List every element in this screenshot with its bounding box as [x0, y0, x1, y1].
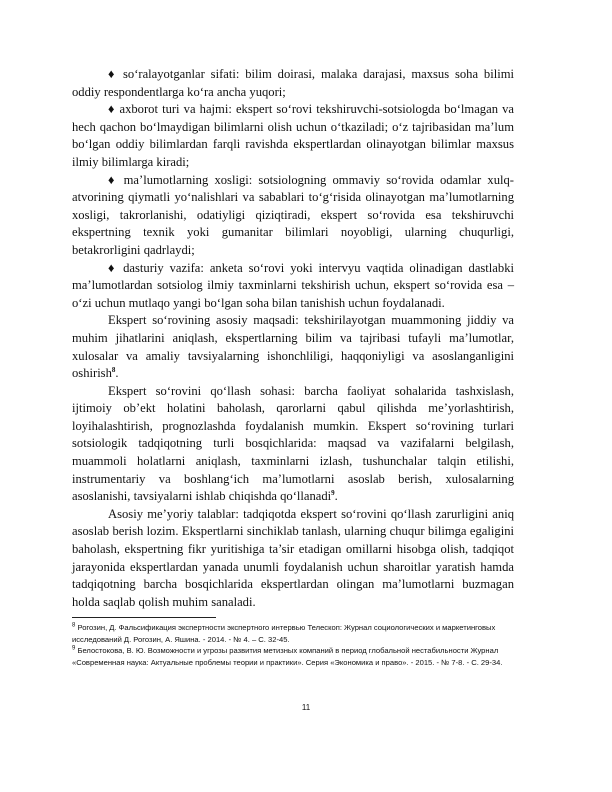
- footnote-ref-8: 8: [111, 365, 116, 374]
- footnote-8: [72, 622, 514, 645]
- footnote-8-number: 8: [72, 622, 76, 629]
- footnote-8-text: Рогозин, Д. Фальсификация экспертности экспертного интервью Телескоп: Журнал социологических и маркетинговых исследований Д. Рогозин, А. Яшина. - 2014. - № 4. – С. 32-45.: [72, 623, 496, 644]
- footnote-9: [72, 645, 514, 668]
- paragraph-5-text: Ekspert so‘rovining asosiy maqsadi: tekshirilayotgan muammoning jiddiy va muhim jihatlarini aniqlash, ekspertlarning bilim va tajribasi tufayli ma’lumotlar, xulosalar va amaliy tavsiyalarning ishonchliligi, haqqoniyligi va asoslanganligini oshirish: [72, 313, 514, 381]
- footnote-9-text: Белостокова, В. Ю. Возможности и угрозы развития метизных компаний в период глобальной нестабильности Журнал «Современная наука: Актуальные проблемы теории и практики». Серия «Экономика и право». - 2015. - № 7-8. - С. 29-34.: [72, 646, 503, 667]
- paragraph-5: [72, 312, 514, 382]
- page-body: [72, 66, 514, 668]
- footnote-9-number: 9: [72, 645, 76, 652]
- paragraph-2: ♦ axborot turi va hajmi: ekspert so‘rovi tekshiruvchi-sotsiologda bo‘lmagan va hech qachon bo‘lmaydigan bilimlarni olish uchun o‘tkaziladi; o‘z tajribasidan ma’lum bo‘lgan oddiy bilimlardan farqli ravishda ekspertlardan olinayotgan bilimlar maxsus ilmiy bilimlarga kiradi;: [72, 102, 514, 169]
- paragraph-1: ♦ so‘ralayotganlar sifati: bilim doirasi, malaka darajasi, maxsus soha bilimi oddiy respondentlarga ko‘ra ancha yuqori;: [72, 67, 514, 99]
- paragraph-6-text: Ekspert so‘rovini qo‘llash sohasi: barcha faoliyat sohalarida tashxislash, ijtimoiy ob’ekt holatini baholash, qarorlarni qabul qilishda me’yorlashtirish, loyihalashtirish, prognozlashda foydalanish mumkin. Ekspert so‘rovining turlari sotsiologik tadqiqotning turli bosqichlarida: maqsad va vazifalarni belgilash, muammoli holatlarni aniqlash, taxminlarni izlash, tushunchalar talqin etilishi, instrumentariy va boshlang‘ich ma’lumotlarni asoslab berish, xulosalarning asoslanishi, tavsiyalarni ishlab chiqishda qo‘llanadi: [72, 383, 514, 504]
- paragraph-6: [72, 383, 514, 506]
- paragraph-3: ♦ ma’lumotlarning xosligi: sotsiologning ommaviy so‘rovida odamlar xulq-atvorining qiymatli yo‘nalishlari va sabablari to‘g‘risida olinayotgan ma’lumotlarning xosligi, takrorlanishi, odatiyligi qiziqtiradi, ekspert so‘rovida esa tekshiruvchi ekspertning texnik yoki gumanitar bilimlari noyobligi, ularning chuqurligi, betakrorligini qadrlaydi;: [72, 172, 514, 257]
- footnote-divider: [72, 617, 216, 618]
- paragraph-4: ♦ dasturiy vazifa: anketa so‘rovi yoki intervyu vaqtida olinadigan dastlabki ma’lumotlardan sotsiolog ilmiy taxminlarni tekshirish uchun, ekspert so‘rovida esa – o‘zi uchun mutlaqo yangi bo‘lgan soha bilan tanishish uchun foydalanadi.: [72, 260, 514, 310]
- paragraph-7: Asosiy me’yoriy talablar: tadqiqotda ekspert so‘rovini qo‘llash zarurligini aniq asoslab berish lozim. Ekspertlarni sinchiklab tanlash, ularning chuqur bilimga egaligini baholash, ekspertning fikr yuritishiga ta’sir etadigan omillarni hisobga olish, tadqiqot jarayonida ekspertlardan yanada unumli foydalanish uchun sharoitlar yaratish hamda tadqiqotning barcha bosqichlarida ekspertlardan olingan ma’lumotlarni buzmagan holda saqlab qolish muhim sanaladi.: [72, 506, 514, 609]
- page-number: 11: [301, 703, 311, 712]
- footnote-ref-9: 9: [331, 489, 335, 498]
- paragraph-5-end: .: [115, 366, 119, 381]
- paragraph-6-end: .: [334, 489, 338, 504]
